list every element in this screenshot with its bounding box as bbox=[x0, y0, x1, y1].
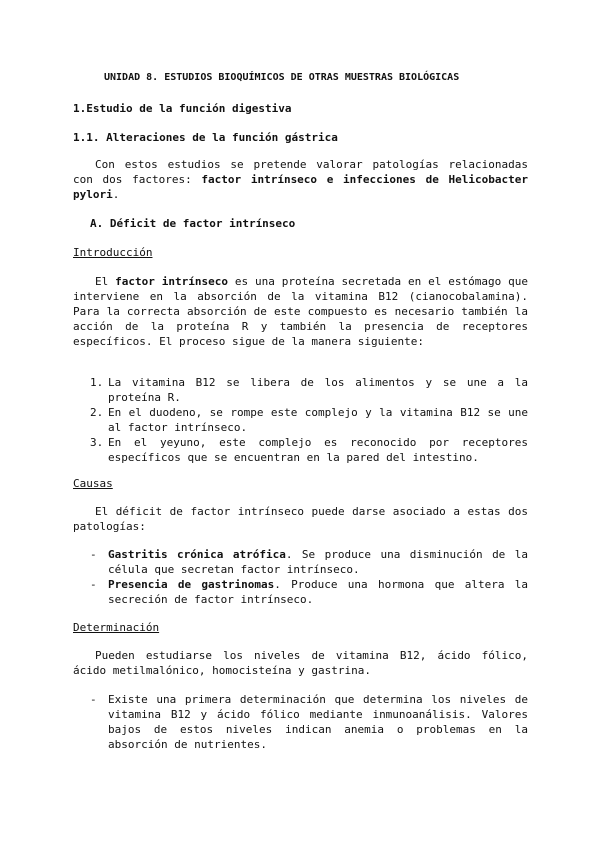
causas-label: Causas bbox=[73, 477, 113, 490]
list-item: - Presencia de gastrinomas. Produce una hormona que altera la secreción de factor intrínseco. bbox=[90, 578, 528, 606]
section-heading: 1.Estudio de la función digestiva bbox=[73, 102, 292, 115]
subsection-heading: 1.1. Alteraciones de la función gástrica bbox=[73, 131, 338, 144]
determinacion-label: Determinación bbox=[73, 621, 160, 634]
list-item: 1. La vitamina B12 se libera de los alimentos y se une a la proteína R. bbox=[90, 376, 528, 404]
list-item: - Existe una primera determinación que determina los niveles de vitamina B12 y ácido fólico mediante inmunoanálisis. Valores bajos de estos niveles indican anemia o problemas en la absorción de nutrientes. bbox=[90, 693, 528, 751]
causas-list bbox=[90, 547, 528, 607]
introduccion-label: Introducción bbox=[73, 246, 153, 259]
list-item: 2. En el duodeno, se rompe este complejo y la vitamina B12 se une al factor intrínseco. bbox=[90, 406, 528, 434]
document-title: UNIDAD 8. ESTUDIOS BIOQUÍMICOS DE OTRAS MUESTRAS BIOLÓGICAS bbox=[104, 72, 460, 83]
factor-intrinseco-bold: factor intrínseco bbox=[115, 275, 228, 288]
list-item: - Gastritis crónica atrófica. Se produce una disminución de la célula que secretan factor intrínseco. bbox=[90, 548, 529, 576]
list-item: 3. En el yeyuno, este complejo es reconocido por receptores específicos que se encuentran en la pared del intestino. bbox=[90, 436, 528, 464]
intro-paragraph: Con estos estudios se pretende valorar patologías relacionadas con dos factores: factor intrínseco e infecciones de Helicobacter pylori. bbox=[73, 158, 528, 201]
process-steps-list bbox=[90, 375, 528, 465]
determinacion-list bbox=[90, 692, 528, 752]
determinacion-paragraph: Pueden estudiarse los niveles de vitamina B12, ácido fólico, ácido metilmalónico, homocisteína y gastrina. bbox=[73, 649, 528, 677]
introduccion-paragraph: El factor intrínseco es una proteína secretada en el estómago que interviene en la absorción de la vitamina B12 (cianocobalamina). Para la correcta absorción de este compuesto es necesario también la acción de la proteína R y también la presencia de receptores específicos. El proceso sigue de la manera siguiente: bbox=[73, 275, 528, 348]
causas-paragraph: El déficit de factor intrínseco puede darse asociado a estas dos patologías: bbox=[73, 505, 528, 533]
heading-a: A. Déficit de factor intrínseco bbox=[90, 217, 296, 230]
intro-bold-text: factor intrínseco e infecciones de Helicobacter pylori bbox=[73, 173, 528, 201]
